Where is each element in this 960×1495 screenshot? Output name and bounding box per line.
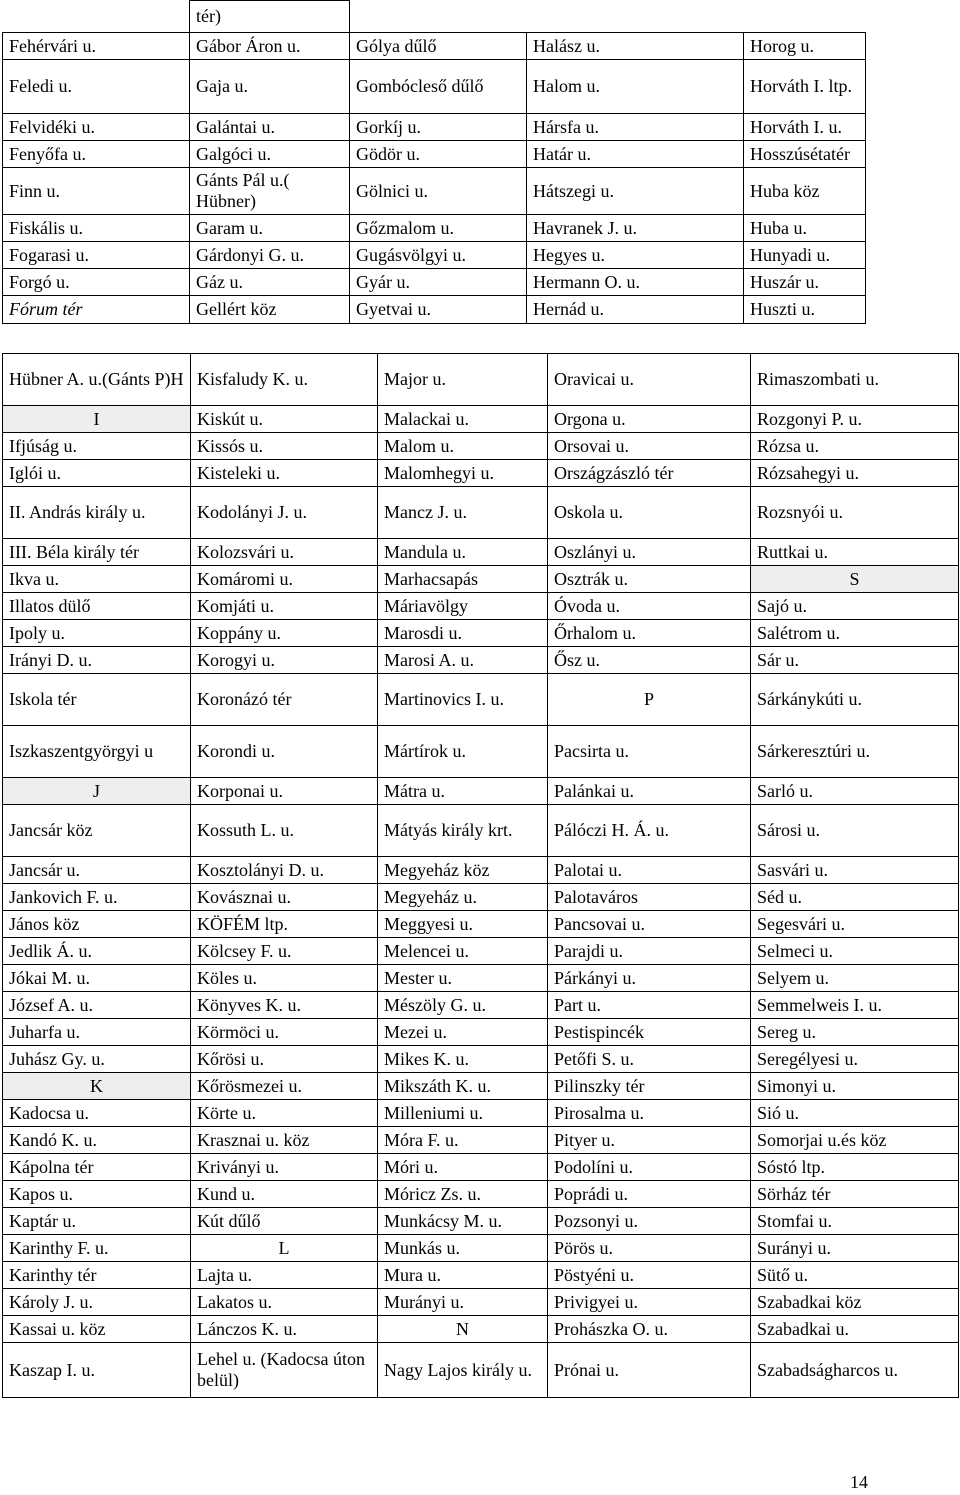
street-name-cell: Melencei u. [378, 938, 548, 965]
street-name-cell: Körmöci u. [191, 1019, 378, 1046]
street-name-cell: Felvidéki u. [3, 114, 190, 141]
street-name-cell: Sárosi u. [751, 805, 959, 857]
street-name-cell: Hübner A. u.(Gánts P)H [3, 354, 191, 406]
street-name-cell: Rozsnyói u. [751, 487, 959, 539]
table-row [3, 1181, 959, 1208]
street-name-cell: Sütő u. [751, 1262, 959, 1289]
table-row [3, 60, 866, 114]
street-name-cell: Meggyesi u. [378, 911, 548, 938]
street-name-cell: Gólya dűlő [350, 33, 527, 60]
table-row [3, 296, 866, 324]
street-name-cell: Korondi u. [191, 726, 378, 778]
street-name-cell: Pálóczi H. Á. u. [548, 805, 751, 857]
street-name-cell: Selmeci u. [751, 938, 959, 965]
street-name-cell: III. Béla király tér [3, 539, 191, 566]
table-row [3, 726, 959, 778]
street-name-cell: Párkányi u. [548, 965, 751, 992]
table-row [3, 965, 959, 992]
street-name-cell: Mártírok u. [378, 726, 548, 778]
table-row [3, 460, 959, 487]
street-name-cell: S [751, 566, 959, 593]
table-row [3, 1235, 959, 1262]
street-name-cell: Poprádi u. [548, 1181, 751, 1208]
street-name-cell: Gombócleső dűlő [350, 60, 527, 114]
street-name-cell: Karinthy F. u. [3, 1235, 191, 1262]
street-name-cell: Sereg u. [751, 1019, 959, 1046]
street-name-cell: Somorjai u.és köz [751, 1127, 959, 1154]
street-name-cell: Hunyadi u. [744, 242, 866, 269]
street-name-cell: Hermann O. u. [527, 269, 744, 296]
street-name-cell: Komjáti u. [191, 593, 378, 620]
street-name-cell: Körte u. [191, 1100, 378, 1127]
street-name-cell: Kisteleki u. [191, 460, 378, 487]
street-name-cell: Horváth I. u. [744, 114, 866, 141]
street-name-cell: János köz [3, 911, 191, 938]
table-row [3, 1100, 959, 1127]
street-name-cell: Iglói u. [3, 460, 191, 487]
street-name-cell: Sárkánykúti u. [751, 674, 959, 726]
street-name-cell: Mészöly G. u. [378, 992, 548, 1019]
street-name-cell: Marhacsapás [378, 566, 548, 593]
street-name-cell: Gödör u. [350, 141, 527, 168]
street-name-cell: Part u. [548, 992, 751, 1019]
table-row [3, 487, 959, 539]
street-name-cell: Hegyes u. [527, 242, 744, 269]
street-name-cell: Sarló u. [751, 778, 959, 805]
street-name-cell: Kassai u. köz [3, 1316, 191, 1343]
street-name-cell: Fogarasi u. [3, 242, 190, 269]
street-name-cell: Ruttkai u. [751, 539, 959, 566]
street-name-cell: Pityer u. [548, 1127, 751, 1154]
street-name-cell: K [3, 1073, 191, 1100]
street-name-cell: L [191, 1235, 378, 1262]
street-name-cell [350, 1, 527, 33]
street-name-cell: Malackai u. [378, 406, 548, 433]
street-name-cell: Sió u. [751, 1100, 959, 1127]
street-name-cell: Marosdi u. [378, 620, 548, 647]
table-row [3, 269, 866, 296]
street-name-cell: Karinthy tér [3, 1262, 191, 1289]
street-name-cell: Mikszáth K. u. [378, 1073, 548, 1100]
street-name-cell: Kút dűlő [191, 1208, 378, 1235]
street-name-cell: Hernád u. [527, 296, 744, 324]
table-row [3, 620, 959, 647]
table-row [3, 114, 866, 141]
page-number: 14 [850, 1472, 868, 1492]
table-row [3, 1073, 959, 1100]
table-row [3, 433, 959, 460]
street-name-cell: Irányi D. u. [3, 647, 191, 674]
street-name-cell: Pörös u. [548, 1235, 751, 1262]
street-name-cell: Gaja u. [190, 60, 350, 114]
street-name-cell: Köles u. [191, 965, 378, 992]
street-name-cell: Kandó K. u. [3, 1127, 191, 1154]
street-name-cell: Mikes K. u. [378, 1046, 548, 1073]
street-name-cell: Petőfi S. u. [548, 1046, 751, 1073]
table-row [3, 1289, 959, 1316]
table-row [3, 1154, 959, 1181]
street-name-cell: Hársfa u. [527, 114, 744, 141]
street-name-cell: Prónai u. [548, 1343, 751, 1398]
street-name-cell: Kőrösi u. [191, 1046, 378, 1073]
street-name-cell: Lajta u. [191, 1262, 378, 1289]
street-name-cell: Orgona u. [548, 406, 751, 433]
street-name-cell: Mátra u. [378, 778, 548, 805]
table-row [3, 1208, 959, 1235]
table-row [3, 884, 959, 911]
street-name-cell: Hosszúsétatér [744, 141, 866, 168]
street-name-cell: Őrhalom u. [548, 620, 751, 647]
street-name-cell: Ősz u. [548, 647, 751, 674]
street-name-cell: Palotai u. [548, 857, 751, 884]
table-row [3, 354, 959, 406]
street-name-cell: Orsovai u. [548, 433, 751, 460]
street-name-cell: Kaptár u. [3, 1208, 191, 1235]
street-name-cell: Sasvári u. [751, 857, 959, 884]
street-name-cell: Sörház tér [751, 1181, 959, 1208]
street-name-cell: Stomfai u. [751, 1208, 959, 1235]
street-name-cell: Milleniumi u. [378, 1100, 548, 1127]
street-name-cell: Pancsovai u. [548, 911, 751, 938]
street-name-cell: Rozgonyi P. u. [751, 406, 959, 433]
street-name-cell: I [3, 406, 191, 433]
street-name-cell: Jedlik Á. u. [3, 938, 191, 965]
street-name-cell: Sár u. [751, 647, 959, 674]
street-name-cell: Kolozsvári u. [191, 539, 378, 566]
street-name-cell: Jókai M. u. [3, 965, 191, 992]
street-name-cell: Havranek J. u. [527, 215, 744, 242]
street-name-cell: Jancsár köz [3, 805, 191, 857]
street-name-cell: Malomhegyi u. [378, 460, 548, 487]
street-name-cell: Kaszap I. u. [3, 1343, 191, 1398]
table-row [3, 778, 959, 805]
street-name-cell: Ipoly u. [3, 620, 191, 647]
table-row [3, 1316, 959, 1343]
street-name-cell: Pestispincék [548, 1019, 751, 1046]
street-name-cell: Gánts Pál u.( Hübner) [190, 168, 350, 215]
street-name-cell: N [378, 1316, 548, 1343]
street-name-cell: Oravicai u. [548, 354, 751, 406]
street-name-cell: Mandula u. [378, 539, 548, 566]
street-name-cell: Gölnici u. [350, 168, 527, 215]
street-name-cell: Kapos u. [3, 1181, 191, 1208]
street-name-cell: Kissós u. [191, 433, 378, 460]
street-name-cell: Huszti u. [744, 296, 866, 324]
table-row [3, 242, 866, 269]
street-name-cell: Parajdi u. [548, 938, 751, 965]
street-name-cell: Mátyás király krt. [378, 805, 548, 857]
street-name-cell: Malom u. [378, 433, 548, 460]
street-name-cell: Pirosalma u. [548, 1100, 751, 1127]
table-row [3, 992, 959, 1019]
street-name-cell: Oskola u. [548, 487, 751, 539]
street-name-cell: József A. u. [3, 992, 191, 1019]
table-row [3, 805, 959, 857]
street-name-cell: J [3, 778, 191, 805]
street-name-cell: Országzászló tér [548, 460, 751, 487]
street-name-cell: Szabadkai u. [751, 1316, 959, 1343]
street-name-cell: Palotaváros [548, 884, 751, 911]
street-name-cell: Sárkeresztúri u. [751, 726, 959, 778]
table-row [3, 1262, 959, 1289]
table-row [3, 1046, 959, 1073]
street-name-cell: Fórum tér [3, 296, 190, 324]
street-name-cell: Fiskális u. [3, 215, 190, 242]
street-table-top [2, 0, 866, 324]
street-name-cell: Iszkaszentgyörgyi u [3, 726, 191, 778]
street-name-cell: Óvoda u. [548, 593, 751, 620]
street-name-cell: Korponai u. [191, 778, 378, 805]
street-name-cell: Rózsa u. [751, 433, 959, 460]
street-name-cell: Kisfaludy K. u. [191, 354, 378, 406]
street-name-cell: Gyetvai u. [350, 296, 527, 324]
street-name-cell: Jankovich F. u. [3, 884, 191, 911]
street-name-cell: Mezei u. [378, 1019, 548, 1046]
street-name-cell: Oszlányi u. [548, 539, 751, 566]
street-name-cell: Illatos dülő [3, 593, 191, 620]
street-name-cell: Móra F. u. [378, 1127, 548, 1154]
street-name-cell: Kápolna tér [3, 1154, 191, 1181]
street-name-cell: Murányi u. [378, 1289, 548, 1316]
street-name-cell: Palánkai u. [548, 778, 751, 805]
street-name-cell: Megyeház u. [378, 884, 548, 911]
street-name-cell: Határ u. [527, 141, 744, 168]
table-row [3, 406, 959, 433]
street-name-cell: Kadocsa u. [3, 1100, 191, 1127]
street-name-cell: Megyeház köz [378, 857, 548, 884]
street-table-bottom [2, 353, 959, 1398]
street-name-cell [527, 1, 744, 33]
street-name-cell: Ifjúság u. [3, 433, 191, 460]
street-name-cell: Lakatos u. [191, 1289, 378, 1316]
street-name-cell: Rózsahegyi u. [751, 460, 959, 487]
street-name-cell: II. András király u. [3, 487, 191, 539]
street-name-cell: Garam u. [190, 215, 350, 242]
street-name-cell: P [548, 674, 751, 726]
street-name-cell: Mancz J. u. [378, 487, 548, 539]
street-name-cell: Juharfa u. [3, 1019, 191, 1046]
street-name-cell: Simonyi u. [751, 1073, 959, 1100]
street-name-cell: Károly J. u. [3, 1289, 191, 1316]
street-name-cell: Feledi u. [3, 60, 190, 114]
street-name-cell: Kölcsey F. u. [191, 938, 378, 965]
street-name-cell: Koppány u. [191, 620, 378, 647]
street-name-cell: Korogyi u. [191, 647, 378, 674]
street-name-cell: Prohászka O. u. [548, 1316, 751, 1343]
street-name-cell: Gárdonyi G. u. [190, 242, 350, 269]
street-name-cell: Major u. [378, 354, 548, 406]
table-row [3, 1019, 959, 1046]
street-name-cell: Munkácsy M. u. [378, 1208, 548, 1235]
street-name-cell: Móri u. [378, 1154, 548, 1181]
street-name-cell: Horog u. [744, 33, 866, 60]
street-name-cell: Krasznai u. köz [191, 1127, 378, 1154]
street-name-cell: Lehel u. (Kadocsa úton belül) [191, 1343, 378, 1398]
street-name-cell: Selyem u. [751, 965, 959, 992]
street-name-cell: Könyves K. u. [191, 992, 378, 1019]
street-name-cell: Horváth I. ltp. [744, 60, 866, 114]
street-name-cell [3, 1, 190, 33]
street-name-cell: Jancsár u. [3, 857, 191, 884]
street-name-cell: Kőrösmezei u. [191, 1073, 378, 1100]
street-name-cell: Fehérvári u. [3, 33, 190, 60]
street-name-cell: Szabadkai köz [751, 1289, 959, 1316]
street-name-cell: Salétrom u. [751, 620, 959, 647]
street-name-cell: Juhász Gy. u. [3, 1046, 191, 1073]
street-name-cell: Ikva u. [3, 566, 191, 593]
table-row [3, 1, 866, 33]
street-name-cell: Huba u. [744, 215, 866, 242]
table-row [3, 911, 959, 938]
street-name-cell: Hátszegi u. [527, 168, 744, 215]
street-name-cell: Munkás u. [378, 1235, 548, 1262]
table-row [3, 539, 959, 566]
street-name-cell: Halom u. [527, 60, 744, 114]
street-name-cell: Finn u. [3, 168, 190, 215]
street-name-cell: Huba köz [744, 168, 866, 215]
street-name-cell: Lánczos K. u. [191, 1316, 378, 1343]
street-name-cell: Mester u. [378, 965, 548, 992]
street-name-cell: Gellért köz [190, 296, 350, 324]
street-name-cell: Galántai u. [190, 114, 350, 141]
table-row [3, 857, 959, 884]
street-name-cell: Pilinszky tér [548, 1073, 751, 1100]
street-name-cell: Kosztolányi D. u. [191, 857, 378, 884]
street-name-cell: Sajó u. [751, 593, 959, 620]
street-name-cell: Huszár u. [744, 269, 866, 296]
table-row [3, 1343, 959, 1398]
table-row [3, 938, 959, 965]
table-row [3, 1127, 959, 1154]
street-name-cell: Máriavölgy [378, 593, 548, 620]
street-name-cell: Martinovics I. u. [378, 674, 548, 726]
table-row [3, 647, 959, 674]
street-name-cell: Gőzmalom u. [350, 215, 527, 242]
street-name-cell: Privigyei u. [548, 1289, 751, 1316]
street-name-cell: Surányi u. [751, 1235, 959, 1262]
street-name-cell: Podolíni u. [548, 1154, 751, 1181]
street-name-cell: Gábor Áron u. [190, 33, 350, 60]
street-name-cell: Halász u. [527, 33, 744, 60]
street-name-cell: Komáromi u. [191, 566, 378, 593]
street-name-cell: Galgóci u. [190, 141, 350, 168]
street-name-cell: Kriványi u. [191, 1154, 378, 1181]
street-name-cell: Sóstó ltp. [751, 1154, 959, 1181]
table-row [3, 593, 959, 620]
table-row [3, 215, 866, 242]
street-name-cell: Iskola tér [3, 674, 191, 726]
street-name-cell: Forgó u. [3, 269, 190, 296]
table-row [3, 566, 959, 593]
street-name-cell: Nagy Lajos király u. [378, 1343, 548, 1398]
street-name-cell: Kodolányi J. u. [191, 487, 378, 539]
street-name-cell: Gorkíj u. [350, 114, 527, 141]
street-name-cell: Gyár u. [350, 269, 527, 296]
street-name-cell: Séd u. [751, 884, 959, 911]
street-name-cell: Kossuth L. u. [191, 805, 378, 857]
street-name-cell: Pozsonyi u. [548, 1208, 751, 1235]
table-row [3, 33, 866, 60]
street-name-cell [744, 1, 866, 33]
street-name-cell: Fenyőfa u. [3, 141, 190, 168]
street-name-cell: Pacsirta u. [548, 726, 751, 778]
street-name-cell: Kund u. [191, 1181, 378, 1208]
table-row [3, 168, 866, 215]
street-name-cell: Pöstyéni u. [548, 1262, 751, 1289]
street-name-cell: Marosi A. u. [378, 647, 548, 674]
street-name-cell: Gugásvölgyi u. [350, 242, 527, 269]
street-name-cell: Koronázó tér [191, 674, 378, 726]
street-name-cell: Osztrák u. [548, 566, 751, 593]
street-name-cell: Móricz Zs. u. [378, 1181, 548, 1208]
street-name-cell: Mura u. [378, 1262, 548, 1289]
street-name-cell: Semmelweis I. u. [751, 992, 959, 1019]
street-name-cell: Rimaszombati u. [751, 354, 959, 406]
street-name-cell: KÖFÉM ltp. [191, 911, 378, 938]
street-name-cell: Kovásznai u. [191, 884, 378, 911]
street-name-cell: Szabadságharcos u. [751, 1343, 959, 1398]
street-name-cell: Seregélyesi u. [751, 1046, 959, 1073]
street-name-cell: tér) [190, 1, 350, 33]
street-name-cell: Segesvári u. [751, 911, 959, 938]
street-name-cell: Kiskút u. [191, 406, 378, 433]
street-name-cell: Gáz u. [190, 269, 350, 296]
table-row [3, 674, 959, 726]
table-row [3, 141, 866, 168]
